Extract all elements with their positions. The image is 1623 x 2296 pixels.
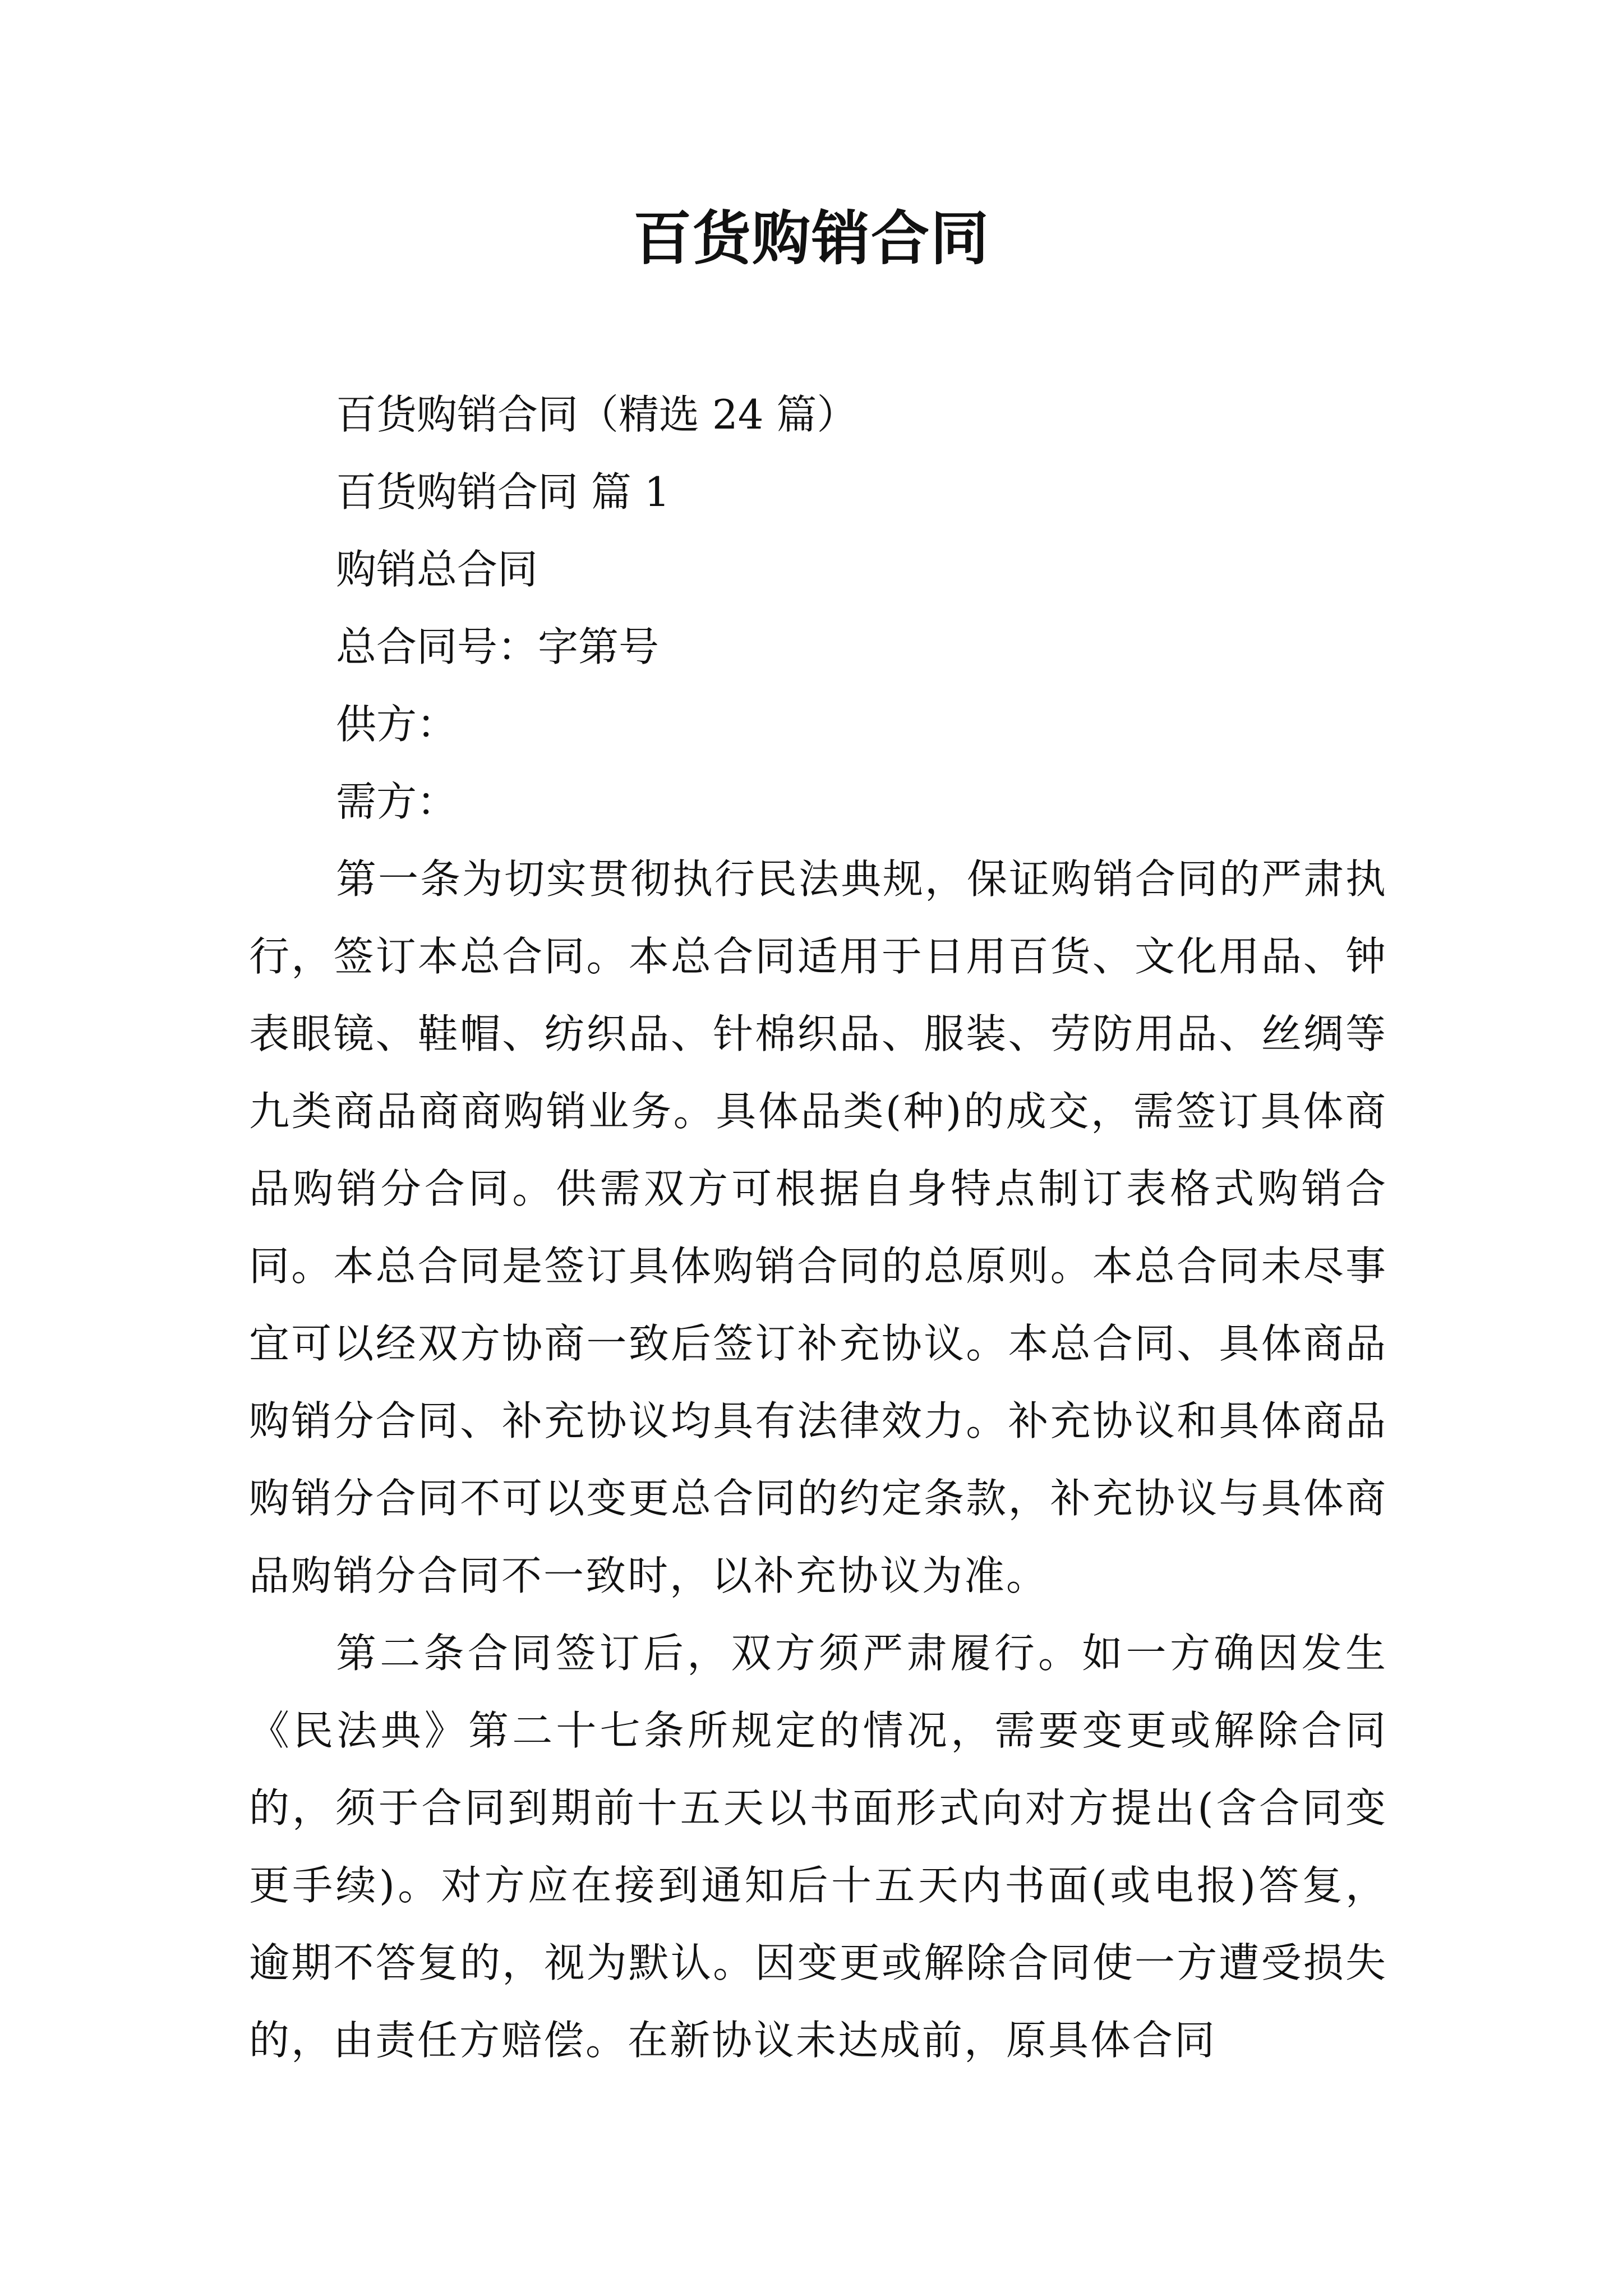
buyer-line: 需方：: [336, 778, 458, 825]
contract-name: 购销总合同: [336, 546, 538, 593]
document-body: [249, 376, 1387, 2079]
contract-number-line: 总合同号：字第号: [336, 623, 660, 670]
article-1-paragraph: 第一条为切实贯彻执行民法典规，保证购销合同的严肃执行，签订本总合同。本总合同适用于日用百货、文化用品、钟表眼镜、鞋帽、纺织品、针棉织品、服装、劳防用品、丝绸等九类商品商商购销业务。具体品类(种)的成交，需签订具体商品购销分合同。供需双方可根据自身特点制订表格式购销合同。本总合同是签订具体购销合同的总原则。本总合同未尽事宜可以经双方协商一致后签订补充协议。本总合同、具体商品购销分合同、补充协议均具有法律效力。补充协议和具体商品购销分合同不可以变更总合同的约定条款，补充协议与具体商品购销分合同不一致时，以补充协议为准。: [249, 855, 1388, 1599]
article-2-paragraph: 第二条合同签订后，双方须严肃履行。如一方确因发生《民法典》第二十七条所规定的情况，需要变更或解除合同的，须于合同到期前十五天以书面形式向对方提出(含合同变更手续)。对方应在接到通知后十五天内书面(或电报)答复，逾期不答复的，视为默认。因变更或解除合同使一方遭受损失的，由责任方赔偿。在新协议未达成前，原具体合同: [249, 1630, 1387, 2064]
document-title: 百货购销合同: [633, 204, 990, 273]
supplier-line: 供方：: [336, 701, 458, 748]
subtitle-line: 百货购销合同（精选 24 篇）: [336, 391, 857, 438]
section-heading: 百货购销合同 篇 1: [336, 468, 670, 516]
